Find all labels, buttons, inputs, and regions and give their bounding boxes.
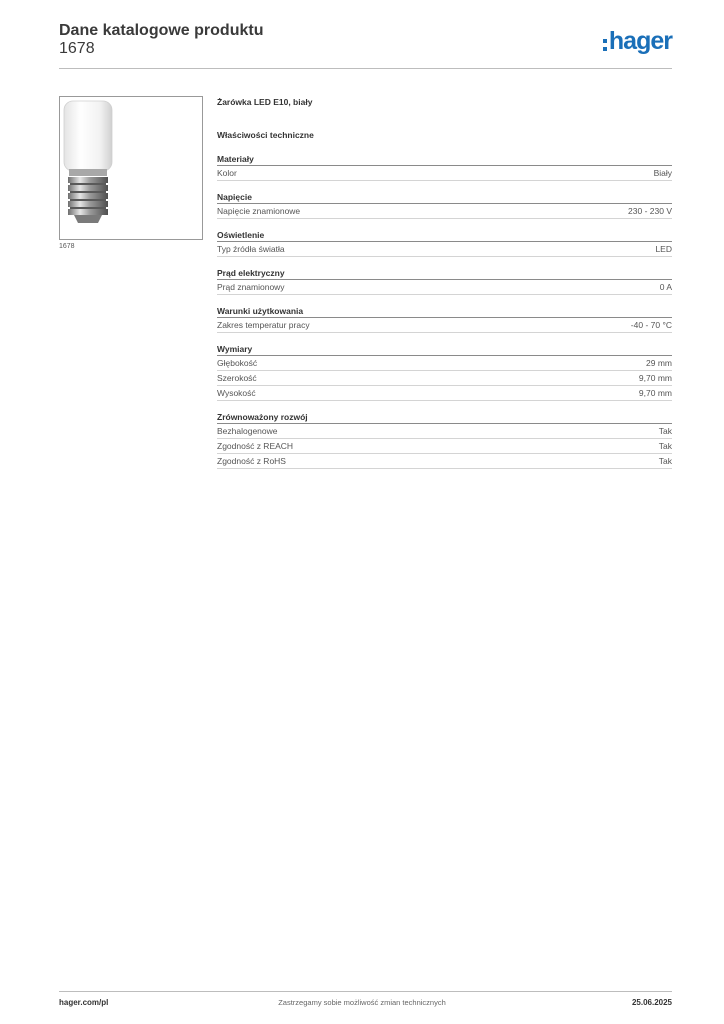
footer-divider: [59, 991, 672, 992]
table-row: [217, 242, 672, 257]
product-name: Żarówka LED E10, biały: [217, 97, 313, 107]
row-label: Głębokość: [217, 358, 258, 368]
group-operating-conditions: [217, 305, 672, 333]
row-label: Kolor: [217, 168, 237, 178]
table-row: [217, 204, 672, 219]
group-sustainability: [217, 411, 672, 469]
group-dimensions: [217, 343, 672, 401]
footer-disclaimer: Zastrzegamy sobie możliwość zmian technicznych: [278, 998, 446, 1007]
group-materials: [217, 153, 672, 181]
table-row: [217, 280, 672, 295]
led-bulb-icon: [60, 97, 202, 239]
row-label: Wysokość: [217, 388, 256, 398]
logo-text: hager: [608, 27, 672, 55]
row-value: 9,70 mm: [638, 373, 672, 383]
row-label: Zgodność z RoHS: [217, 456, 286, 466]
product-number: 1678: [59, 40, 95, 57]
group-title: Materiały: [217, 153, 672, 166]
product-details: [217, 96, 672, 469]
row-label: Zakres temperatur pracy: [217, 320, 310, 330]
group-title: Wymiary: [217, 343, 672, 356]
table-row: [217, 386, 672, 401]
table-row: [217, 439, 672, 454]
document-title: Dane katalogowe produktu: [59, 22, 264, 39]
logo-colon-icon: [603, 35, 607, 52]
group-voltage: [217, 191, 672, 219]
page-header: [59, 20, 672, 68]
row-label: Zgodność z REACH: [217, 441, 294, 451]
group-current: [217, 267, 672, 295]
row-label: Szerokość: [217, 373, 257, 383]
footer-website-link[interactable]: hager.com/pl: [59, 998, 109, 1007]
table-row: [217, 454, 672, 469]
row-value: Tak: [658, 426, 672, 436]
table-row: [217, 166, 672, 181]
row-label: Napięcie znamionowe: [217, 206, 301, 216]
group-title: Napięcie: [217, 191, 672, 204]
hager-logo: [603, 26, 672, 55]
table-row: [217, 424, 672, 439]
row-value: 29 mm: [646, 358, 672, 368]
group-title: Zrównoważony rozwój: [217, 411, 672, 424]
row-value: LED: [655, 244, 672, 254]
row-value: Tak: [658, 456, 672, 466]
image-caption: 1678: [59, 243, 75, 250]
group-title: Warunki użytkowania: [217, 305, 672, 318]
row-value: 9,70 mm: [638, 388, 672, 398]
footer-date: 25.06.2025: [631, 998, 672, 1007]
header-divider: [59, 68, 672, 69]
row-value: 230 - 230 V: [628, 206, 672, 216]
product-image: [59, 96, 203, 240]
row-value: Biały: [653, 168, 672, 178]
group-title: Prąd elektryczny: [217, 267, 672, 280]
table-row: [217, 356, 672, 371]
group-lighting: [217, 229, 672, 257]
table-row: [217, 318, 672, 333]
row-label: Prąd znamionowy: [217, 282, 285, 292]
section-heading: Właściwości techniczne: [217, 130, 314, 140]
row-value: 0 A: [659, 282, 672, 292]
group-title: Oświetlenie: [217, 229, 672, 242]
table-row: [217, 371, 672, 386]
row-value: -40 - 70 °C: [630, 320, 672, 330]
row-value: Tak: [658, 441, 672, 451]
row-label: Typ źródła światła: [217, 244, 285, 254]
row-label: Bezhalogenowe: [217, 426, 278, 436]
